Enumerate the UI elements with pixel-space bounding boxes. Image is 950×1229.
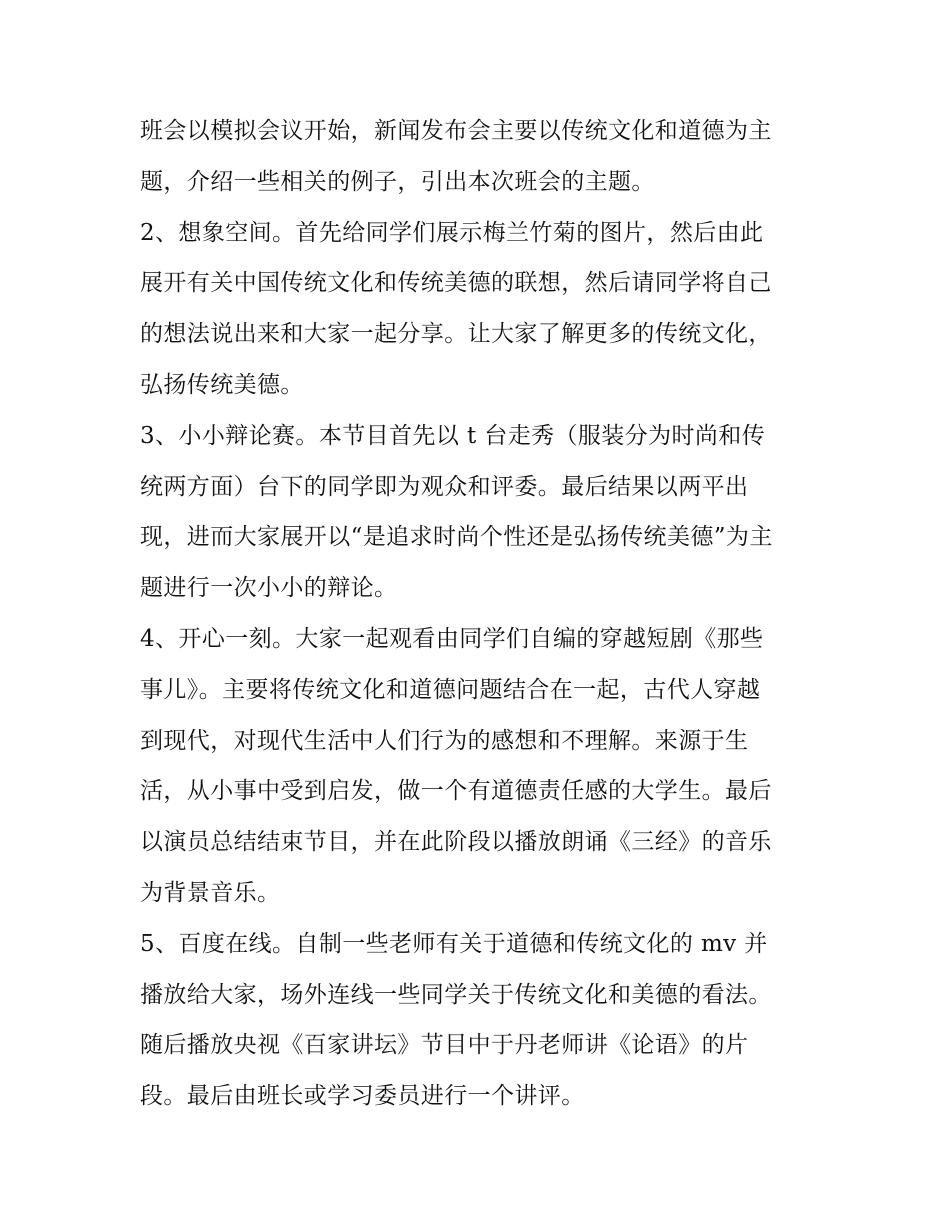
text-line: 题，介绍一些相关的例子，引出本次班会的主题。 xyxy=(140,168,655,195)
text-line: 班会以模拟会议开始，新闻发布会主要以传统文化和道德为主 xyxy=(140,118,772,144)
text-line: 到现代，对现代生活中人们行为的感想和不理解。来源于生 xyxy=(140,727,749,754)
text-line: 3、小小辩论赛。本节目首先以 t 台走秀（服装分为时尚和传 xyxy=(140,422,766,449)
text-line: 段。最后由班长或学习委员进行一个讲评。 xyxy=(140,1083,585,1110)
paragraph-item-3 xyxy=(140,411,820,614)
text-line: 的想法说出来和大家一起分享。让大家了解更多的传统文化， xyxy=(140,321,772,348)
text-line: 活，从小事中受到启发，做一个有道德责任感的大学生。最后 xyxy=(140,778,772,805)
text-line: 统两方面）台下的同学即为观众和评委。最后结果以两平出 xyxy=(140,473,749,500)
document-body xyxy=(140,106,820,1122)
text-line: 展开有关中国传统文化和传统美德的联想，然后请同学将自己 xyxy=(140,270,772,297)
text-line: 播放给大家，场外连线一些同学关于传统文化和美德的看法。 xyxy=(140,981,772,1008)
text-line: 现，进而大家展开以“是追求时尚个性还是弘扬传统美德”为主 xyxy=(140,524,773,551)
paragraph-item-4 xyxy=(140,614,820,919)
text-line: 以演员总结结束节目，并在此阶段以播放朗诵《三经》的音乐 xyxy=(140,829,772,856)
paragraph-intro xyxy=(140,106,820,208)
text-line: 弘扬传统美德。 xyxy=(140,371,304,398)
text-line: 5、百度在线。自制一些老师有关于道德和传统文化的 mv 并 xyxy=(140,930,768,957)
paragraph-item-2 xyxy=(140,208,820,411)
text-line: 事儿》。主要将传统文化和道德问题结合在一起，古代人穿越 xyxy=(140,676,761,703)
text-line: 2、想象空间。首先给同学们展示梅兰竹菊的图片，然后由此 xyxy=(140,219,764,246)
text-line: 随后播放央视《百家讲坛》节目中于丹老师讲《论语》的片 xyxy=(140,1032,749,1059)
text-line: 题进行一次小小的辩论。 xyxy=(140,575,398,602)
text-line: 4、开心一刻。大家一起观看由同学们自编的穿越短剧《那些 xyxy=(140,625,764,652)
paragraph-item-5 xyxy=(140,919,820,1122)
text-line: 为背景音乐。 xyxy=(140,879,281,906)
